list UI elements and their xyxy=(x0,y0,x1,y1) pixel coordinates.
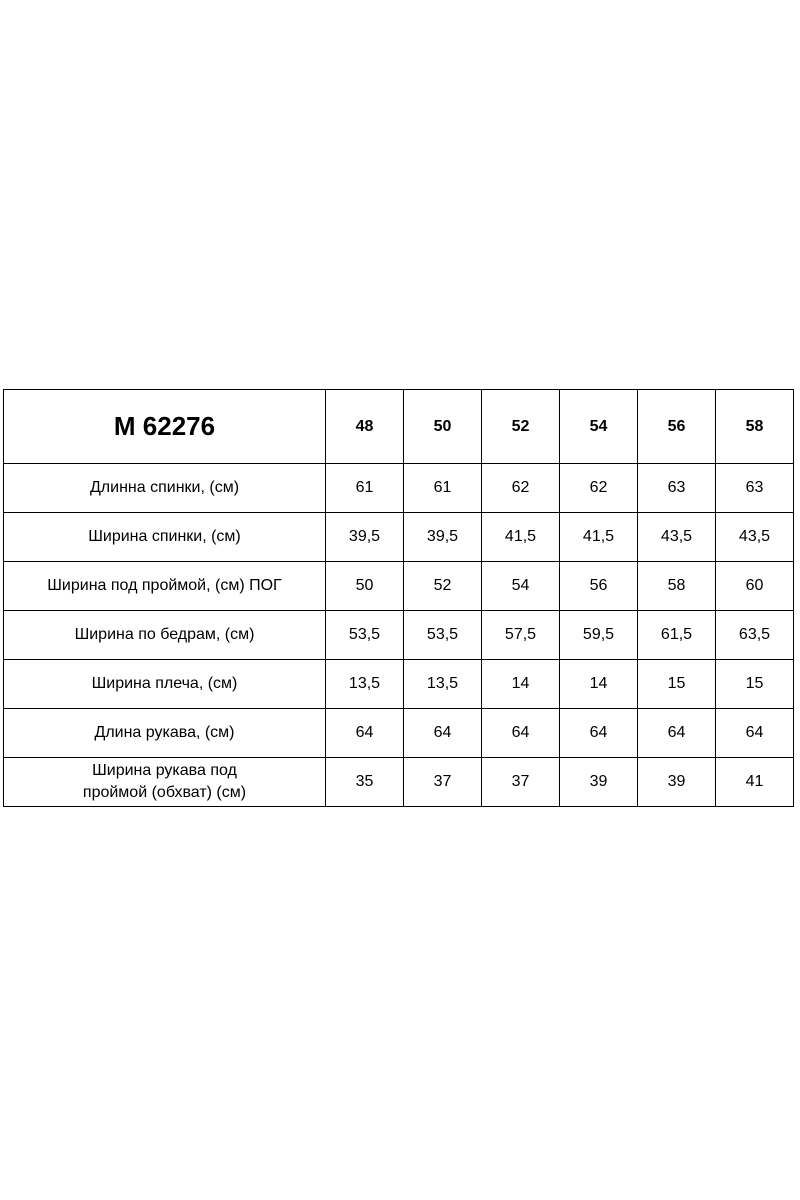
measurement-cell: 63 xyxy=(638,464,716,513)
measurement-cell: 39,5 xyxy=(404,513,482,562)
measurement-cell: 14 xyxy=(560,660,638,709)
measurement-cell: 41 xyxy=(716,758,794,807)
measurement-cell: 59,5 xyxy=(560,611,638,660)
measurement-cell: 37 xyxy=(404,758,482,807)
table-row xyxy=(4,758,794,807)
row-label: Ширина рукава под проймой (обхват) (см) xyxy=(4,758,326,807)
measurement-cell: 39 xyxy=(560,758,638,807)
measurement-cell: 62 xyxy=(560,464,638,513)
row-label: Ширина под проймой, (см) ПОГ xyxy=(4,562,326,611)
size-header: 50 xyxy=(404,390,482,464)
measurement-cell: 52 xyxy=(404,562,482,611)
table-row xyxy=(4,660,794,709)
measurement-cell: 39 xyxy=(638,758,716,807)
table-row xyxy=(4,562,794,611)
measurement-cell: 37 xyxy=(482,758,560,807)
measurement-cell: 64 xyxy=(560,709,638,758)
table-row xyxy=(4,513,794,562)
table-row xyxy=(4,611,794,660)
measurement-cell: 43,5 xyxy=(716,513,794,562)
measurement-cell: 58 xyxy=(638,562,716,611)
measurement-cell: 13,5 xyxy=(404,660,482,709)
measurement-cell: 15 xyxy=(638,660,716,709)
measurement-cell: 63 xyxy=(716,464,794,513)
measurement-cell: 60 xyxy=(716,562,794,611)
size-header: 54 xyxy=(560,390,638,464)
measurement-cell: 64 xyxy=(716,709,794,758)
measurement-cell: 64 xyxy=(482,709,560,758)
measurement-cell: 57,5 xyxy=(482,611,560,660)
table-row xyxy=(4,709,794,758)
measurement-cell: 61 xyxy=(404,464,482,513)
measurement-cell: 64 xyxy=(326,709,404,758)
measurement-cell: 54 xyxy=(482,562,560,611)
measurement-cell: 41,5 xyxy=(482,513,560,562)
size-header: 48 xyxy=(326,390,404,464)
measurement-cell: 14 xyxy=(482,660,560,709)
measurement-cell: 35 xyxy=(326,758,404,807)
measurement-cell: 53,5 xyxy=(404,611,482,660)
table-row xyxy=(4,464,794,513)
measurement-cell: 61,5 xyxy=(638,611,716,660)
size-chart-table xyxy=(3,389,794,807)
size-header: 56 xyxy=(638,390,716,464)
measurement-cell: 43,5 xyxy=(638,513,716,562)
measurement-cell: 61 xyxy=(326,464,404,513)
row-label: Длина рукава, (см) xyxy=(4,709,326,758)
measurement-cell: 56 xyxy=(560,562,638,611)
measurement-cell: 53,5 xyxy=(326,611,404,660)
size-chart-body xyxy=(4,390,794,807)
measurement-cell: 39,5 xyxy=(326,513,404,562)
measurement-cell: 41,5 xyxy=(560,513,638,562)
measurement-cell: 13,5 xyxy=(326,660,404,709)
measurement-cell: 15 xyxy=(716,660,794,709)
measurement-cell: 50 xyxy=(326,562,404,611)
size-header: 52 xyxy=(482,390,560,464)
header-row xyxy=(4,390,794,464)
measurement-cell: 64 xyxy=(638,709,716,758)
model-number: M 62276 xyxy=(4,390,326,464)
size-header: 58 xyxy=(716,390,794,464)
measurement-cell: 64 xyxy=(404,709,482,758)
row-label: Ширина спинки, (см) xyxy=(4,513,326,562)
row-label: Ширина плеча, (см) xyxy=(4,660,326,709)
measurement-cell: 63,5 xyxy=(716,611,794,660)
row-label: Ширина по бедрам, (см) xyxy=(4,611,326,660)
row-label: Длинна спинки, (см) xyxy=(4,464,326,513)
measurement-cell: 62 xyxy=(482,464,560,513)
